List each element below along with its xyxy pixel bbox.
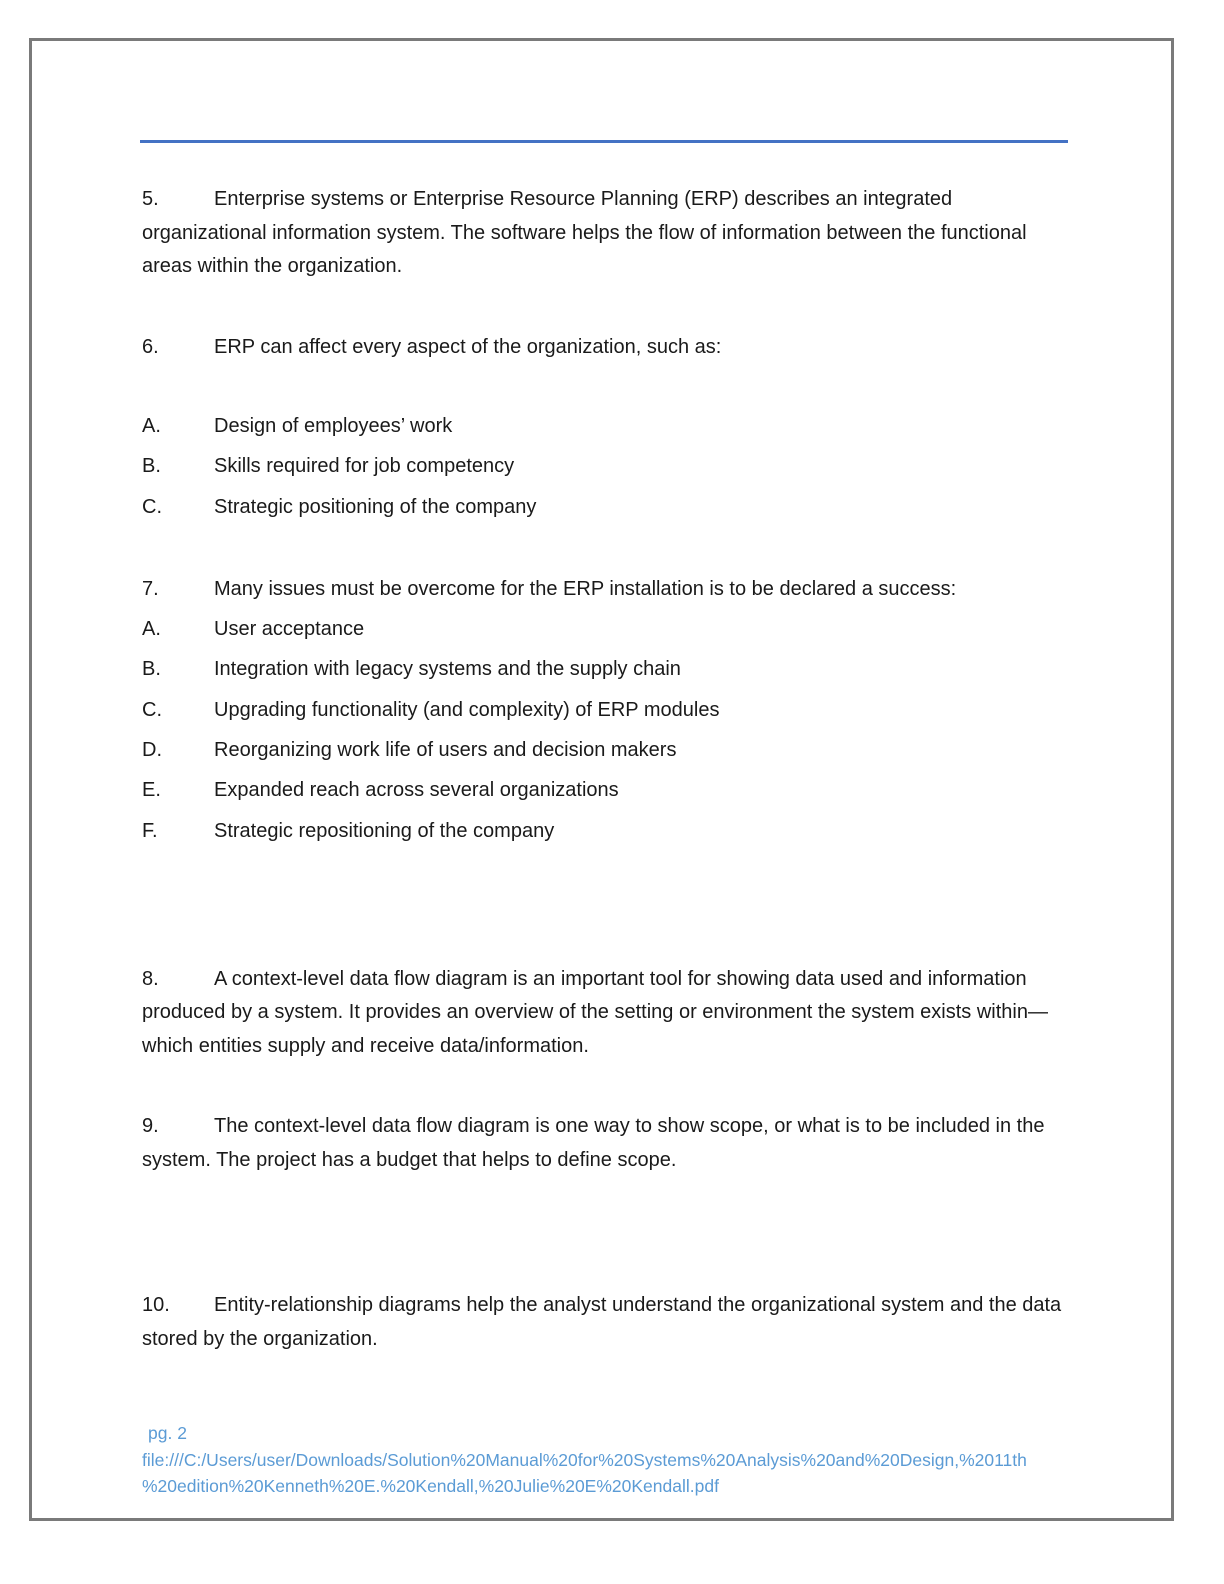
file-path-line-2[interactable]: %20edition%20Kenneth%20E.%20Kendall,%20Julie%20E%20Kendall.pdf — [142, 1476, 719, 1496]
page-number: pg. 2 — [148, 1423, 187, 1443]
list-item — [142, 730, 1067, 770]
list-item-text: User acceptance — [214, 618, 365, 641]
paragraph-9 — [142, 1110, 1067, 1177]
list-item-text: Design of employees’ work — [214, 415, 453, 437]
paragraph-text: A context-level data flow diagram is an important tool for showing data used and information produced by a system. It provides an overview of the setting or environment the system exists within—which entities supply and receive data/information. — [142, 967, 1048, 1057]
list-item — [142, 811, 1067, 851]
list-item-text: Strategic repositioning of the company — [214, 819, 555, 842]
list-item — [142, 446, 1067, 486]
item-number: 5. — [142, 188, 159, 210]
list-item — [142, 609, 1067, 649]
item-number: 9. — [142, 1115, 159, 1138]
list-item-text: Strategic positioning of the company — [214, 495, 537, 518]
document-body — [142, 183, 1067, 1356]
list-item-text: Expanded reach across several organizations — [214, 779, 619, 802]
list-item-text: Upgrading functionality (and complexity) of ERP modules — [214, 698, 720, 721]
paragraph-text: Enterprise systems or Enterprise Resource Planning (ERP) describes an integrated organizational information system. The software helps the flow of information between the functional areas within the organization. — [142, 188, 1027, 277]
list-marker: C. — [142, 698, 162, 721]
paragraph-7 — [142, 569, 1067, 609]
list-marker: B. — [142, 658, 161, 681]
list-item-text: Reorganizing work life of users and decision makers — [214, 739, 677, 762]
header-rule — [140, 140, 1068, 143]
list-item — [142, 649, 1067, 689]
paragraph-10 — [142, 1289, 1067, 1356]
list-marker: D. — [142, 739, 162, 762]
item-number: 6. — [142, 335, 159, 358]
page-footer — [142, 1420, 1082, 1500]
list-marker: F. — [142, 819, 158, 842]
list-item-text: Skills required for job competency — [214, 455, 515, 478]
paragraph-6 — [142, 331, 1067, 365]
list-marker: E. — [142, 779, 161, 802]
paragraph-text: The context-level data flow diagram is one way to show scope, or what is to be included in the system. The project has a budget that helps to define scope. — [142, 1115, 1045, 1171]
paragraph-text: Entity-relationship diagrams help the analyst understand the organizational system and the data stored by the organization. — [142, 1294, 1062, 1350]
paragraph-text: ERP can affect every aspect of the organization, such as: — [214, 335, 722, 358]
paragraph-8 — [142, 963, 1067, 1064]
file-path-line-1[interactable]: file:///C:/Users/user/Downloads/Solution%20Manual%20for%20Systems%20Analysis%20and%20Design,%2011th — [142, 1449, 1027, 1470]
list-marker: A. — [142, 618, 161, 641]
list-marker: B. — [142, 455, 161, 478]
list-marker: A. — [142, 415, 161, 437]
list-item — [142, 406, 1067, 446]
item-number: 8. — [142, 967, 159, 990]
list-item — [142, 690, 1067, 730]
list-item — [142, 770, 1067, 810]
list-6 — [142, 406, 1067, 527]
paragraph-text: Many issues must be overcome for the ERP installation is to be declared a success: — [214, 577, 957, 600]
list-7 — [142, 569, 1067, 851]
item-number: 7. — [142, 577, 159, 600]
item-number: 10. — [142, 1294, 170, 1317]
list-item-text: Integration with legacy systems and the supply chain — [214, 658, 681, 681]
paragraph-5 — [142, 183, 1067, 284]
list-marker: C. — [142, 495, 162, 518]
list-item — [142, 487, 1067, 527]
